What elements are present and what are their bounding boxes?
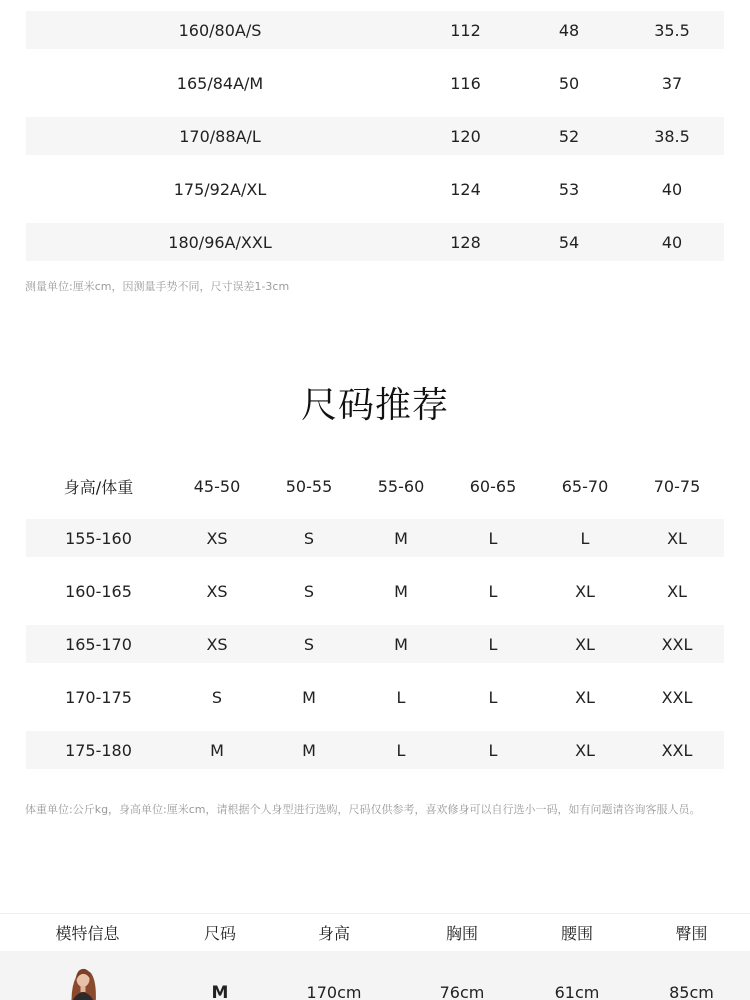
measure-cell: 40 <box>661 232 683 252</box>
table-header-row <box>26 466 724 506</box>
size-cell: 180/96A/XXL <box>168 232 272 252</box>
size-cell: XL <box>667 581 687 601</box>
model-photo-cell <box>0 951 175 1000</box>
height-cell: 170-175 <box>65 687 132 707</box>
size-cell: XS <box>206 528 228 548</box>
size-cell: XL <box>575 687 595 707</box>
height-cell: 160-165 <box>65 581 132 601</box>
measure-cell: 120 <box>450 126 481 146</box>
height-cell: 165-170 <box>65 634 132 654</box>
size-cell: M <box>302 687 316 707</box>
measure-cell: 53 <box>558 179 580 199</box>
size-cell: XL <box>667 528 687 548</box>
table-row <box>26 170 724 208</box>
size-cell: 175/92A/XL <box>173 179 267 199</box>
measure-cell: 112 <box>450 20 481 40</box>
table-row <box>26 519 724 557</box>
size-cell: L <box>488 740 498 760</box>
column-header: 50-55 <box>285 476 333 496</box>
size-cell: XL <box>575 634 595 654</box>
model-hip-value: 85cm <box>669 983 714 1000</box>
measure-cell: 48 <box>558 20 580 40</box>
model-info-row <box>0 951 750 1000</box>
size-cell: 170/88A/L <box>179 126 261 146</box>
size-cell: L <box>580 528 590 548</box>
size-cell: XXL <box>661 687 693 707</box>
table-row <box>26 625 724 663</box>
size-cell: M <box>302 740 316 760</box>
column-header: 65-70 <box>561 476 609 496</box>
measure-cell: 52 <box>558 126 580 146</box>
measure-cell: 35.5 <box>654 20 690 40</box>
model-info-header <box>0 913 750 951</box>
size-cell: L <box>488 687 498 707</box>
column-header: 45-50 <box>193 476 241 496</box>
measure-cell: 40 <box>661 179 683 199</box>
measure-cell: 54 <box>558 232 580 252</box>
size-cell: XL <box>575 740 595 760</box>
size-cell: M <box>210 740 224 760</box>
table-row <box>26 64 724 102</box>
size-cell: XL <box>575 581 595 601</box>
measure-cell: 124 <box>450 179 481 199</box>
model-height-value: 170cm <box>306 983 362 1000</box>
height-cell: 175-180 <box>65 740 132 760</box>
column-header: 胸围 <box>445 924 478 943</box>
table-row <box>26 11 724 49</box>
column-header: 模特信息 <box>55 924 120 943</box>
column-header: 70-75 <box>653 476 701 496</box>
size-cell: 160/80A/S <box>178 20 262 40</box>
table-row <box>26 223 724 261</box>
column-header: 身高/体重 <box>63 477 134 497</box>
measurement-note: 测量单位:厘米cm，因测量手势不同，尺寸误差1-3cm <box>25 280 290 293</box>
size-cell: L <box>488 528 498 548</box>
height-cell: 155-160 <box>65 528 132 548</box>
size-cell: 165/84A/M <box>176 73 264 93</box>
size-cell: S <box>303 581 315 601</box>
size-cell: M <box>394 528 408 548</box>
size-cell: XXL <box>661 634 693 654</box>
column-header: 尺码 <box>203 924 236 943</box>
size-cell: L <box>488 581 498 601</box>
size-cell: XS <box>206 634 228 654</box>
size-cell: L <box>396 740 406 760</box>
measure-cell: 38.5 <box>654 126 690 146</box>
model-waist-value: 61cm <box>554 983 600 1000</box>
measure-cell: 50 <box>558 73 580 93</box>
measure-cell: 128 <box>450 232 481 252</box>
table-row <box>26 731 724 769</box>
table-row <box>26 117 724 155</box>
model-bust-value: 76cm <box>439 983 485 1000</box>
column-header: 臀围 <box>675 924 708 943</box>
measure-cell: 116 <box>450 73 481 93</box>
size-cell: L <box>396 687 406 707</box>
model-size-value: M <box>211 983 229 1000</box>
table-row <box>26 572 724 610</box>
table-row <box>26 678 724 716</box>
size-cell: S <box>303 528 315 548</box>
size-cell: S <box>211 687 223 707</box>
measure-cell: 37 <box>661 73 683 93</box>
column-header: 腰围 <box>560 924 593 943</box>
size-cell: M <box>394 634 408 654</box>
size-cell: M <box>394 581 408 601</box>
column-header: 60-65 <box>469 476 517 496</box>
size-cell: XXL <box>661 740 693 760</box>
recommend-note: 体重单位:公斤kg，身高单位:厘米cm，请根据个人身型进行选购，尺码仅供参考，喜欢修身可以自行选小一码，如有问题请咨询客服人员。 <box>25 803 701 816</box>
column-header: 55-60 <box>377 476 425 496</box>
section-title: 尺码推荐 <box>300 385 449 426</box>
size-cell: L <box>488 634 498 654</box>
model-photo <box>58 961 108 1000</box>
column-header: 身高 <box>317 924 350 943</box>
size-cell: S <box>303 634 315 654</box>
size-cell: XS <box>206 581 228 601</box>
